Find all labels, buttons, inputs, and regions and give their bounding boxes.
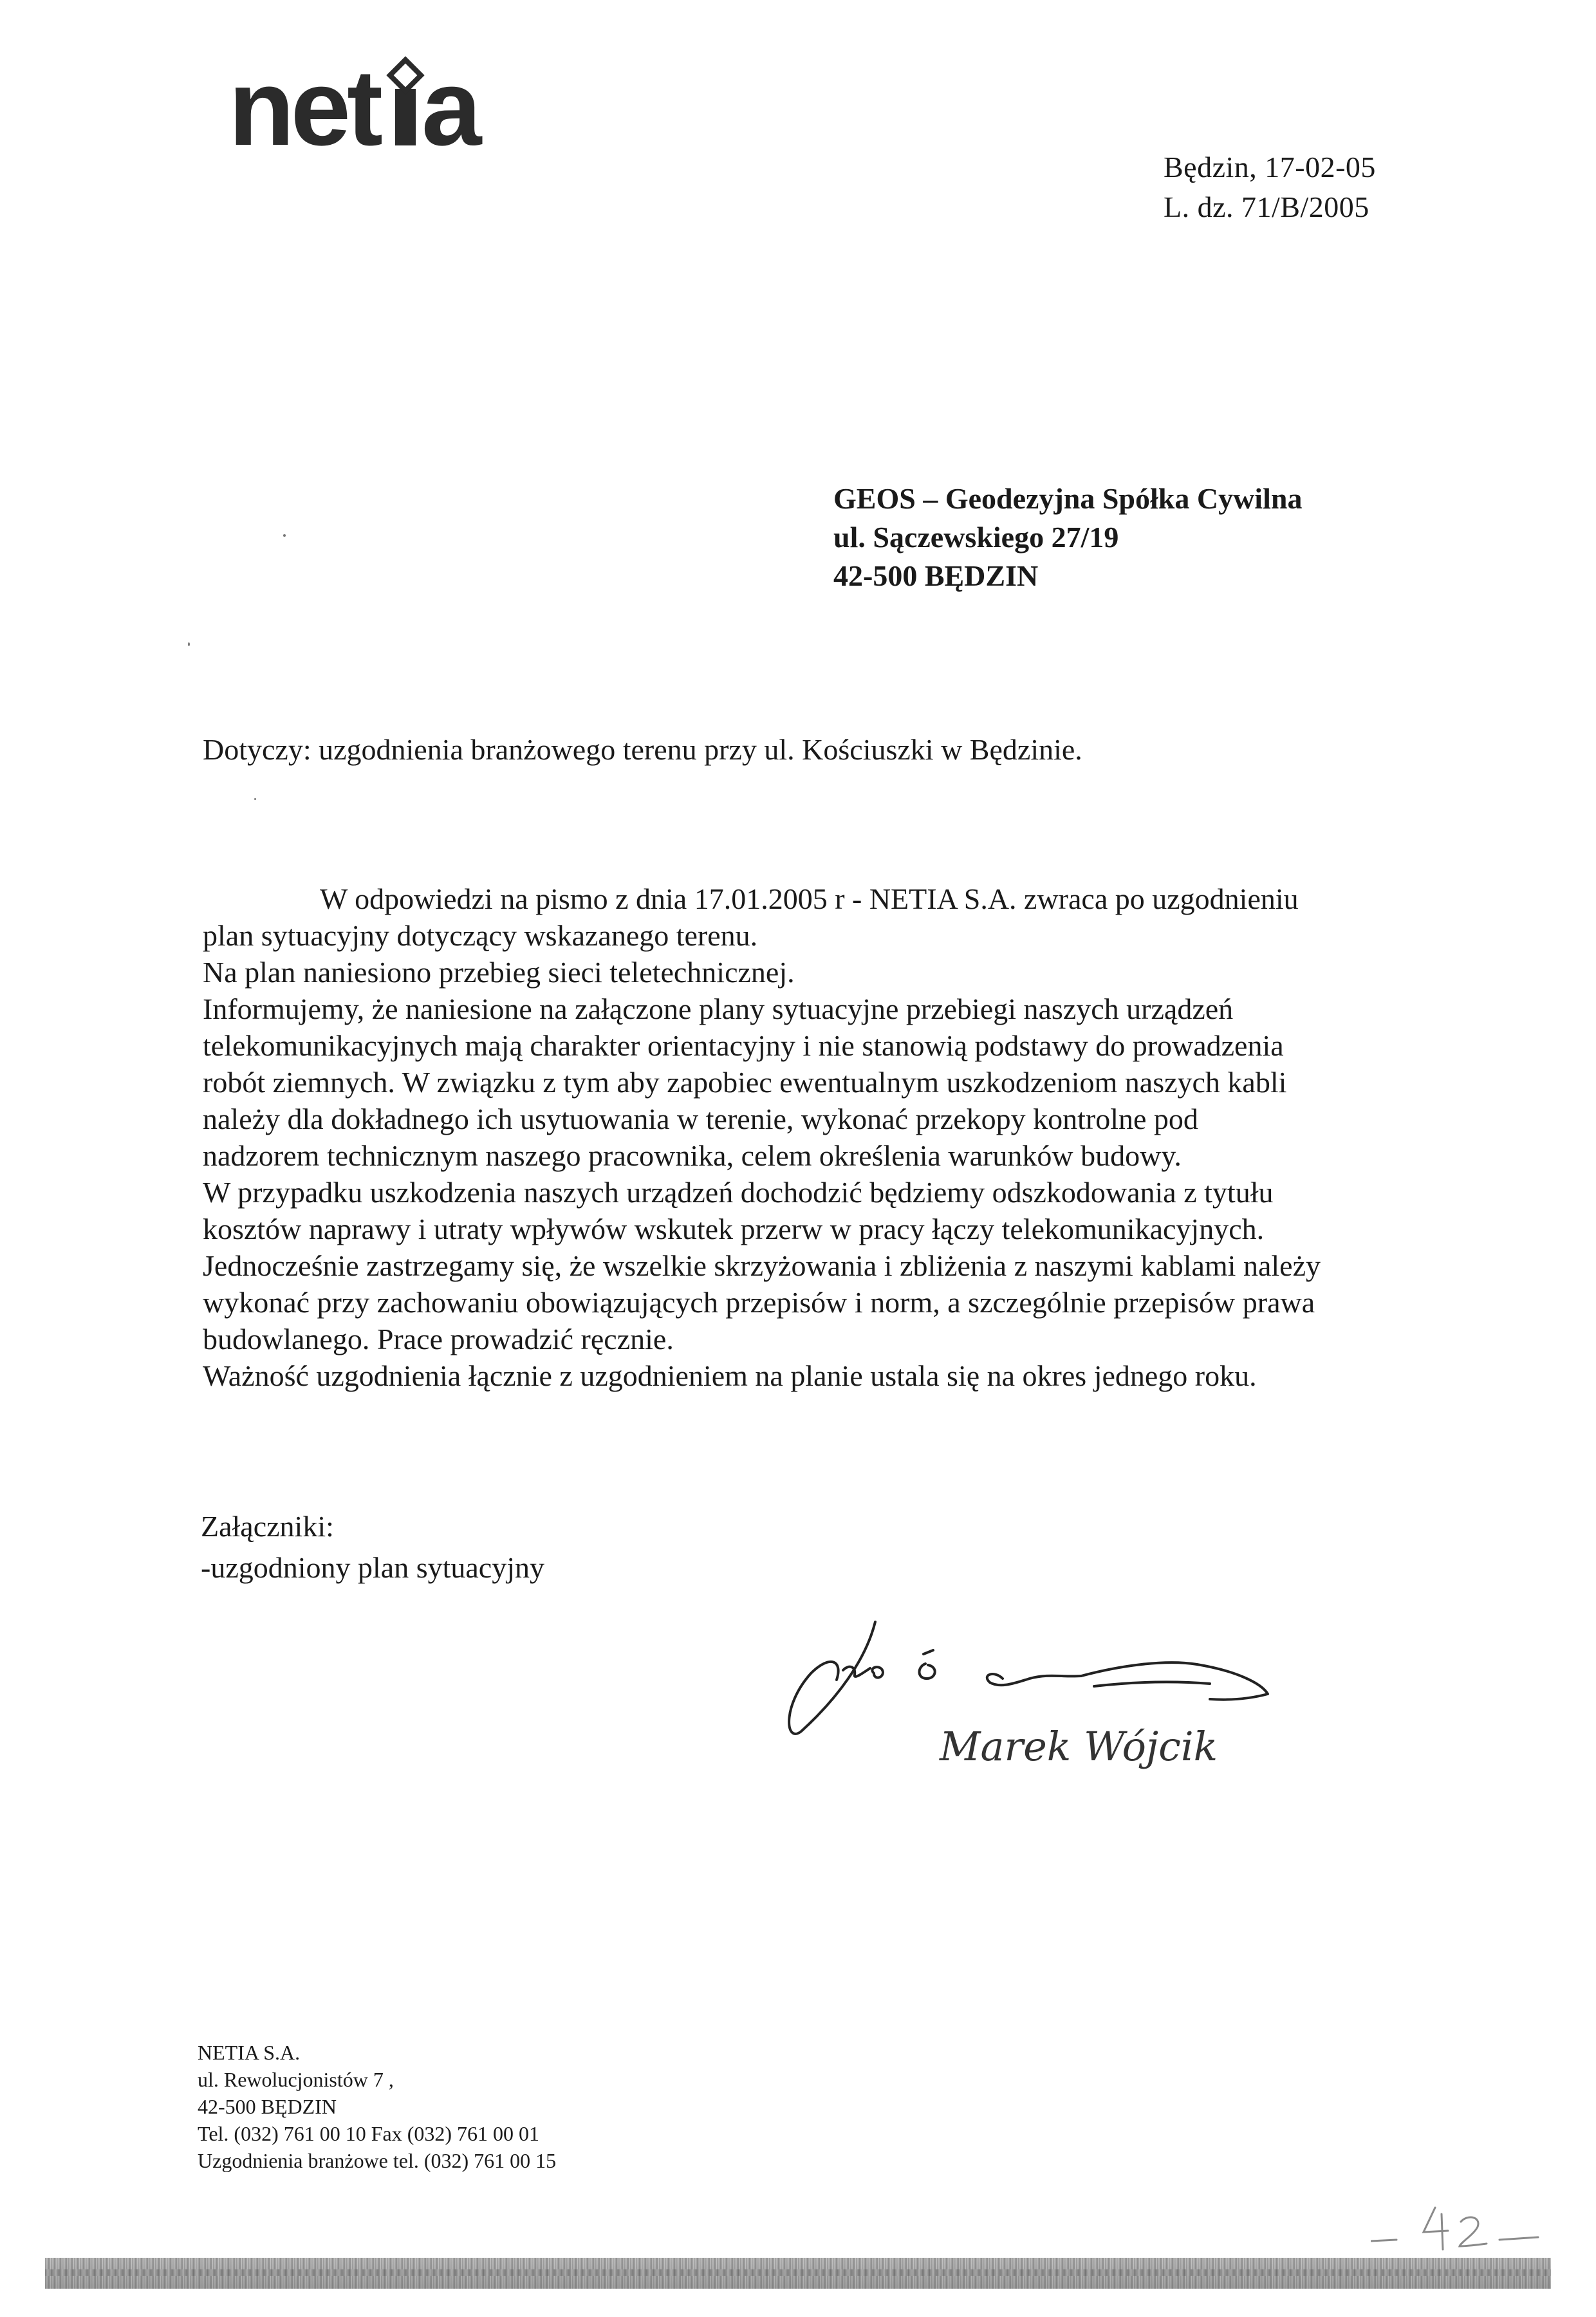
body-line: robót ziemnych. W związku z tym aby zapobiec ewentualnym uszkodzeniom naszych kabli — [203, 1066, 1287, 1099]
reference-number: L. dz. 71/B/2005 — [1164, 191, 1369, 223]
scan-speck — [283, 534, 286, 537]
attachments-section — [201, 1506, 544, 1588]
body-line: Informujemy, że naniesione na załączone plany sytuacyjne przebiegi naszych urządzeń — [203, 992, 1234, 1025]
company-footer — [198, 2039, 556, 2174]
body-line: należy dla dokładnego ich usytuowania w terenie, wykonać przekopy kontrolne pod — [203, 1103, 1198, 1135]
place-and-date: Będzin, 17-02-05 — [1164, 151, 1376, 183]
letter-subject: Dotyczy: uzgodnienia branżowego terenu przy ul. Kościuszki w Będzinie. — [203, 733, 1082, 766]
recipient-street: ul. Sączewskiego 27/19 — [833, 521, 1119, 554]
body-line: telekomunikacyjnych mają charakter orientacyjny i nie stanowią podstawy do prowadzenia — [203, 1029, 1284, 1062]
body-line: Jednocześnie zastrzegamy się, że wszelkie skrzyżowania i zbliżenia z naszymi kablami należy — [203, 1249, 1321, 1282]
attachments-item: -uzgodniony plan sytuacyjny — [201, 1551, 545, 1584]
letter-body — [203, 880, 1425, 1394]
body-line: kosztów naprawy i utraty wpływów wskutek przerw w pracy łączy telekomunikacyjnych. — [203, 1213, 1265, 1245]
body-line: W odpowiedzi na pismo z dnia 17.01.2005 r - NETIA S.A. zwraca po uzgodnieniu — [320, 882, 1299, 915]
footer-street: ul. Rewolucjonistów 7 , — [198, 2068, 394, 2091]
netia-logo — [228, 39, 524, 154]
handwritten-signature — [759, 1603, 1300, 1796]
recipient-address — [833, 479, 1302, 595]
footer-phone-fax: Tel. (032) 761 00 10 Fax (032) 761 00 01 — [198, 2122, 540, 2145]
svg-text:net: net — [228, 47, 379, 154]
body-line: plan sytuacyjny dotyczący wskazanego terenu. — [203, 919, 758, 952]
name-stamp: Marek Wójcik — [940, 1723, 1218, 1770]
scan-speck — [188, 642, 190, 646]
body-line: Ważność uzgodnienia łącznie z uzgodnieniem na planie ustala się na okres jednego roku. — [203, 1359, 1257, 1392]
body-line: nadzorem technicznym naszego pracownika, celem określenia warunków budowy. — [203, 1139, 1182, 1172]
body-line: Na plan naniesiono przebieg sieci teletechnicznej. — [203, 956, 795, 989]
body-line: W przypadku uszkodzenia naszych urządzeń dochodzić będziemy odszkodowania z tytułu — [203, 1176, 1274, 1209]
recipient-name: GEOS – Geodezyjna Spółka Cywilna — [833, 482, 1303, 515]
handwritten-page-number — [1371, 2195, 1551, 2259]
footer-city: 42-500 BĘDZIN — [198, 2095, 337, 2118]
svg-text:a: a — [422, 47, 482, 154]
scan-artifact-strip — [45, 2258, 1551, 2289]
footer-company: NETIA S.A. — [198, 2041, 301, 2064]
recipient-city: 42-500 BĘDZIN — [833, 559, 1039, 592]
attachments-heading: Załączniki: — [201, 1510, 334, 1543]
body-line: budowlanego. Prace prowadzić ręcznie. — [203, 1323, 674, 1355]
footer-agreements-phone: Uzgodnienia branżowe tel. (032) 761 00 15 — [198, 2149, 557, 2172]
scan-speck — [254, 798, 256, 800]
body-line: wykonać przy zachowaniu obowiązujących przepisów i norm, a szczególnie przepisów prawa — [203, 1286, 1315, 1319]
